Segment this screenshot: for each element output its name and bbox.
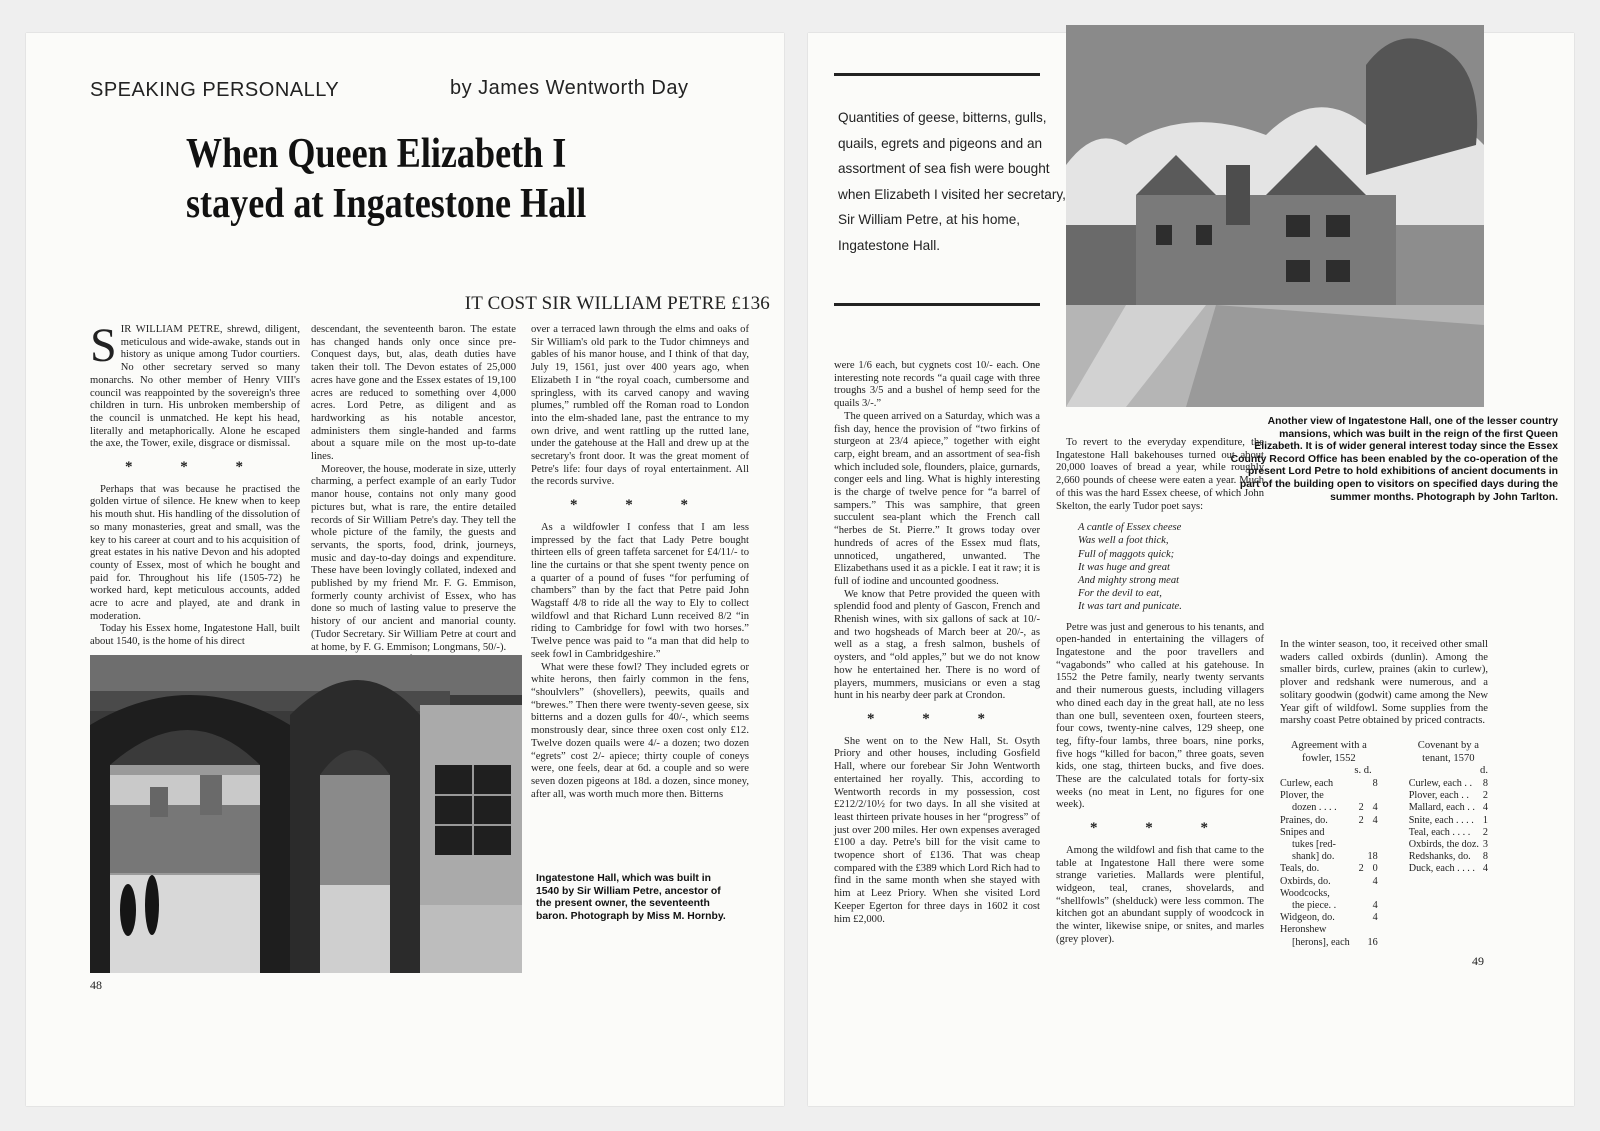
table-cell <box>1364 924 1378 936</box>
table-cell <box>1350 924 1364 936</box>
table-cell: 4 <box>1372 875 1378 887</box>
section-break: * * * <box>867 710 1007 727</box>
table-cell: 16 <box>1367 936 1378 948</box>
price-tables <box>1280 740 1488 949</box>
table-row <box>1280 815 1378 827</box>
paragraph: Among the wildfowl and fish that came to the table at Ingatestone Hall there were some strange varieties. Mallards were plentiful, widgeon, teal, cranes, shovelards, and “shellfowls” (shelduck) were less common. The kitchen got an abundant supply of woodcock in the winter, likewise snipe, or snites, and marles (grey plover). <box>1056 844 1264 945</box>
paragraph: As a wildfowler I confess that I am less impressed by the fact that Lady Petre bought thirteen ells of green taffeta sarcenet for £4/11/- to line the curtains or that she spent twenty pence on a quarter of a pound of fuses “for perfuming of chambers” than by the fact that Petre paid John Wagstaff 4/8 to ride all the way to Ely to collect wildfowl and that Richard Lunn received 8/2 “in riding to Cambridge for fowl with two horses.” Twelve pence was paid to “a man that did help to seek fowl in Cambridgeshire.” <box>531 521 749 660</box>
table-cell: Woodcocks, <box>1280 887 1330 899</box>
table-row <box>1280 851 1378 863</box>
hall-photo-image <box>1066 25 1484 407</box>
article-column-1 <box>90 319 300 649</box>
table-cell <box>1364 827 1378 839</box>
pull-quote: Quantities of geese, bitterns, gulls, quails, egrets and pigeons and an assortment of sea fish were bought when Elizabeth I visited her secretary, Sir William Petre, at his home, Ingatestone Hall. <box>838 110 1066 253</box>
table-row <box>1280 839 1378 851</box>
table-cell: 4 <box>1372 900 1378 912</box>
table-cell: Curlew, each <box>1280 778 1334 790</box>
table-cell: Oxbirds, do. <box>1280 875 1331 887</box>
table-cell <box>1350 900 1364 912</box>
table-cell: 2 <box>1358 863 1364 875</box>
table-cell: 2 <box>1358 814 1364 826</box>
table-cell: 1 <box>1482 814 1488 826</box>
article-column-4 <box>834 360 1040 926</box>
table-row <box>1280 863 1378 875</box>
table-cell: 3 <box>1482 839 1488 851</box>
table-cell <box>1350 876 1364 888</box>
table-cell: 4 <box>1372 814 1378 826</box>
table-cell: Redshanks, do. <box>1408 851 1471 863</box>
table-cell <box>1350 888 1364 900</box>
table-cell: 0 <box>1372 863 1378 875</box>
section-break: * * * <box>570 497 710 514</box>
headline <box>186 129 702 229</box>
table-cell: 8 <box>1482 851 1488 863</box>
table-row <box>1280 802 1378 814</box>
table-row <box>1280 876 1378 888</box>
article-column-2 <box>311 324 516 667</box>
left-page <box>26 33 784 1106</box>
table-row <box>1280 790 1378 802</box>
section-break: * * * <box>1090 820 1230 837</box>
gatehouse-photo <box>90 655 522 973</box>
byline: by James Wentworth Day <box>450 77 689 99</box>
table-cell <box>1350 912 1364 924</box>
table-cell: 2 <box>1482 826 1488 838</box>
gatehouse-photo-image <box>90 655 522 973</box>
table-cell <box>1350 851 1364 863</box>
table-cell <box>1350 937 1364 949</box>
table-cell: 4 <box>1372 912 1378 924</box>
table-cell: 4 <box>1482 802 1488 814</box>
table-units: d. <box>1480 765 1488 777</box>
paragraph: We know that Petre provided the queen with splendid food and plenty of Gascon, French and Rhenish wines, with six gallons of sack at 10/- and two hogsheads of March beer at 20/-, as well as a stag, a fresh salmon, bushels of oysters, and “old apples,” but we do not know how he entertained her. There is no word of players, mummers, musicians or even a stag hunt in his nearby deer park at Crondon. <box>834 588 1040 702</box>
table-cell: 4 <box>1482 863 1488 875</box>
verse-line: It was huge and great <box>1078 561 1171 573</box>
paragraph: Today his Essex home, Ingatestone Hall, built about 1540, is the home of his direct <box>90 623 300 648</box>
table-row <box>1280 924 1378 936</box>
table-cell: 8 <box>1482 778 1488 790</box>
subheadline: IT COST SIR WILLIAM PETRE £136 <box>464 293 770 314</box>
table-cell: Curlew, each . . <box>1408 778 1473 790</box>
table-cell: Praines, do. <box>1280 814 1328 826</box>
table-cell <box>1350 827 1364 839</box>
section-break: * * * <box>125 459 265 476</box>
table-row <box>1409 851 1488 863</box>
paragraph: To revert to the everyday expenditure, the Ingatestone Hall bakehouses turned out about 20,000 loaves of bread a year, while roughly 2,660 pounds of cheese were eaten a year. Much of this was the hard Essex cheese, of which John Skelton, the early Tudor poet says: <box>1056 437 1264 512</box>
table-row <box>1409 778 1488 790</box>
table-cell: Plover, the <box>1280 790 1324 802</box>
tenant-covenant-table <box>1409 740 1488 949</box>
article-column-5 <box>1056 437 1264 947</box>
paragraph: Perhaps that was because he practised the golden virtue of silence. He knew when to keep his mouth shut. His handling of the dissolution of so many monasteries, great and small, was the key to his career at court and to his acquisition of great estates in his native Devon and his adopted county of Essex, most of which he bought and paid for. Throughout his life (1505-72) he worked hard, kept meticulous accounts, added acre to acre and played, ate and drank in moderation. <box>90 483 300 622</box>
fowler-agreement-table <box>1280 740 1378 949</box>
table-row <box>1280 900 1378 912</box>
table-cell <box>1350 839 1364 851</box>
fowler-price-rows <box>1280 778 1378 949</box>
hall-photo-caption: Another view of Ingatestone Hall, one of the lesser country mansions, which was built in the reign of the first Queen Elizabeth. It is of wider general interest today since the Essex County Record Office has been enabled by the co-operation of the present Lord Petre to hold exhibitions of ancient documents in part of the building open to visitors on specified days during the summer months. Photograph by John Tarlton. <box>1230 416 1558 503</box>
table-cell: Widgeon, do. <box>1280 912 1335 924</box>
table-cell: dozen . . . . <box>1292 802 1337 814</box>
bottom-rule <box>834 303 1040 306</box>
headline-line-2: stayed at Ingatestone Hall <box>186 181 587 227</box>
verse-line: A cantle of Essex cheese <box>1078 522 1182 534</box>
table-cell: 4 <box>1372 802 1378 814</box>
table-row <box>1280 778 1378 790</box>
paragraph: over a terraced lawn through the elms and oaks of Sir William's old park to the Tudor chimneys and gables of his manor house, and I think of that day, July 19, 1561, just over 400 years ago, when Elizabeth I in “the royal coach, cumbersome and springless, with its carved canopy and waving plumes,” rumbled off the Roman road to London into the elm-shaded lane, past the entrance to my own drive, and went rattling up the rutted lane, under the gatehouse at the Hall and drew up at the secretary's front door. It was the great moment of Petre's life: four days of royal entertainment. All the records survive. <box>531 324 749 488</box>
table-cell: 8 <box>1372 778 1378 790</box>
table-cell: Heronshew <box>1280 924 1327 936</box>
table-cell: Teal, each . . . . <box>1408 826 1471 838</box>
table-row <box>1280 827 1378 839</box>
paragraph: The queen arrived on a Saturday, which was a fish day, hence the provision of “two firkins of sturgeon at 23/4 apiece,” together with eight carp, eight bream, and an assortment of sea-fish which included sole, flounders, plaice, gurnards, conger eels and ling. What is highly interesting is the charge of twelve pence for “a barrel of sampers.” This was samphire, that green succulent sea-plant which the French call “herbes de St. Pierre.” It grows today over hundreds of acres of the Essex mud flats, unnoticed, ungathered, unwanted. The Elizabethans used it as a pickle. I eat it raw; it is full of iodine and uncounted goodness. <box>834 410 1040 587</box>
section-kicker: SPEAKING PERSONALLY <box>90 79 340 101</box>
table-cell <box>1350 778 1364 790</box>
table-units: s. d. <box>1354 765 1372 777</box>
table-cell: 2 <box>1482 790 1488 802</box>
verse-line: Was well a foot thick, <box>1078 535 1169 547</box>
table-cell: 18 <box>1367 851 1378 863</box>
hall-photo <box>1066 25 1484 407</box>
table-cell <box>1350 790 1364 802</box>
table-cell: 2 <box>1358 802 1364 814</box>
paragraph: She went on to the New Hall, St. Osyth Priory and other houses, including Gosfield Hall, where our forebear Sir John Wentworth entertained her royally. This, according to Wentworth records in my possession, cost £212/2/10½ for two days. In all she visited at least thirteen private houses in her “progress” of just over 200 miles. Her own expenses averaged £100 a day. Petre's bill for the visit came to twopence short of £136. That was cheap compared with the £389 which Lord Rich had to find in the same month when she stayed with him at Leez Priory. When she visited Lord Keeper Egerton for three days in 1602 it cost him £2,000. <box>834 735 1040 925</box>
table-cell: Plover, each . . <box>1408 790 1469 802</box>
paragraph: Moreover, the house, moderate in size, utterly charming, a perfect example of an early Tudor manor house, contains not only many good pictures but, what is rare, the entire detailed records of Sir William Petre's day. They tell the whole picture of the family, the guests and servants, the sports, food, drink, journeys, music and day-to-day doings and expenditure. These have been lovingly collated, indexed and published by my friend Mr. F. G. Emmison, formerly county archivist of Essex, who has done so much of lasting value to preserve the history of our ancient and manorial county. (Tudor Secretary. Sir William Petre at court and at home, by F. G. Emmison; Longmans, 50/-). <box>311 463 516 653</box>
right-page <box>808 33 1574 1106</box>
paragraph: descendant, the seventeenth baron. The estate has changed hands only once since pre-Conquest days, but, alas, death duties have taken their toll. The Devon estates of 25,000 acres have gone and the Essex estates of 19,100 acres are reduced to something over 4,000 acres. Lord Petre, as diligent and as hardworking as his notable ancestor, administers them single-handed and farms about a square mile on the most up-to-date lines. <box>311 324 516 463</box>
verse-line: And mighty strong meat <box>1078 575 1180 587</box>
table-cell <box>1364 839 1378 851</box>
table-cell <box>1364 888 1378 900</box>
table-row <box>1409 815 1488 827</box>
table-row <box>1409 827 1488 839</box>
paragraph: were 1/6 each, but cygnets cost 10/- each. One interesting note records “a quail cage with three troughs 3/5 and a bushel of hemp seed for the quails 3/-.” <box>834 360 1040 410</box>
article-column-3 <box>531 324 749 801</box>
table-heading: Covenant by a tenant, 1570 <box>1417 739 1479 764</box>
page-number: 48 <box>90 978 102 992</box>
table-cell: Mallard, each . . <box>1408 802 1475 814</box>
table-row <box>1409 790 1488 802</box>
table-row <box>1409 863 1488 875</box>
table-row <box>1280 937 1378 949</box>
opening-paragraph: SIR WILLIAM PETRE, shrewd, diligent, meticulous and wide-awake, stands out in history as unique among Tudor courtiers. No other secretary served so many monarchs. No other member of Henry VIII's council was reappointed by the sovereign's three children in turn. His unbroken membership of the council is unmatched. He kept his head, literally and metaphorically. Alone he escaped the axe, the Tower, exile, disgrace or dismissal. <box>90 319 300 450</box>
table-row <box>1280 912 1378 924</box>
table-cell: Snipes and <box>1280 826 1325 838</box>
table-cell: Teals, do. <box>1280 863 1320 875</box>
photo-caption: Ingatestone Hall, which was built in 1540 by Sir William Petre, ancestor of the present owner, the seventeenth baron. Photograph by Miss M. Hornby. <box>536 873 726 922</box>
table-cell: Duck, each . . . . <box>1408 863 1475 875</box>
table-heading: Agreement with a fowler, 1552 <box>1290 739 1367 764</box>
article-column-6 <box>1280 639 1488 949</box>
verse-line: It was tart and punicate. <box>1078 601 1182 613</box>
table-cell: Snite, each . . . . <box>1408 814 1474 826</box>
table-row <box>1409 802 1488 814</box>
paragraph: In the winter season, too, it received other small waders called oxbirds (dunlin). Among the smaller birds, curlew, praines (akin to curlew), plover and redshank were numerous, and a solitary goodwin (godwit) came among the New Year gift of wildfowl. Some supplies from the marshy coast Petre obtained by priced contracts. <box>1280 639 1488 727</box>
drop-cap: S <box>90 319 117 372</box>
page-number: 49 <box>1472 954 1484 968</box>
headline-line-1: When Queen Elizabeth I <box>186 131 567 177</box>
table-row <box>1409 839 1488 851</box>
paragraph: Petre was just and generous to his tenants, and open-handed in entertaining the villagers of Ingatestone and the poor travellers and “vagabonds” who called at his gatehouse. In 1552 the Petre family, nearly twenty servants and their numerous guests, including villagers who dined each day in the great hall, ate no less than one bull, seventeen oxen, fourteen steers, four cows, twenty-nine calves, 129 sheep, one teg, fifty-four lambs, three boars, nine porks, five hogs “killed for bacon,” three goats, seven kids, one stag, thirteen bucks, and five does. These are the calculated totals for forty-six weeks (no meat in Lent, no figures for one week). <box>1056 621 1264 811</box>
table-cell: Oxbirds, the doz. <box>1408 839 1479 851</box>
table-cell: the piece. . <box>1292 900 1337 912</box>
tenant-price-rows <box>1409 778 1488 876</box>
skelton-verse <box>1078 521 1264 613</box>
table-cell: shank] do. <box>1292 851 1335 863</box>
table-cell: tukes [red- <box>1292 839 1336 851</box>
table-cell: [herons], each <box>1292 936 1350 948</box>
table-row <box>1280 888 1378 900</box>
verse-line: Full of maggots quick; <box>1078 548 1175 560</box>
top-rule <box>834 73 1040 76</box>
verse-line: For the devil to eat, <box>1078 588 1162 600</box>
table-cell <box>1364 790 1378 802</box>
paragraph: What were these fowl? They included egrets or white herons, then fairly common in the fens, “shoulvlers” (shovellers), peewits, quails and “brewes.” Then there were twenty-seven geese, six bitterns and a dozen gulls for 40/-, which seems monstrously dear, since three oxen cost only £12. Twelve dozen quails were 4/- a dozen; two dozen “egrets” cost 2/- apiece; thirty couple of coneys were, one feels, dear at 6d. a couple and so were seven dozen pigeons at 18d. a dozen, since money, after all, was worth much more then. Bitterns <box>531 661 749 800</box>
